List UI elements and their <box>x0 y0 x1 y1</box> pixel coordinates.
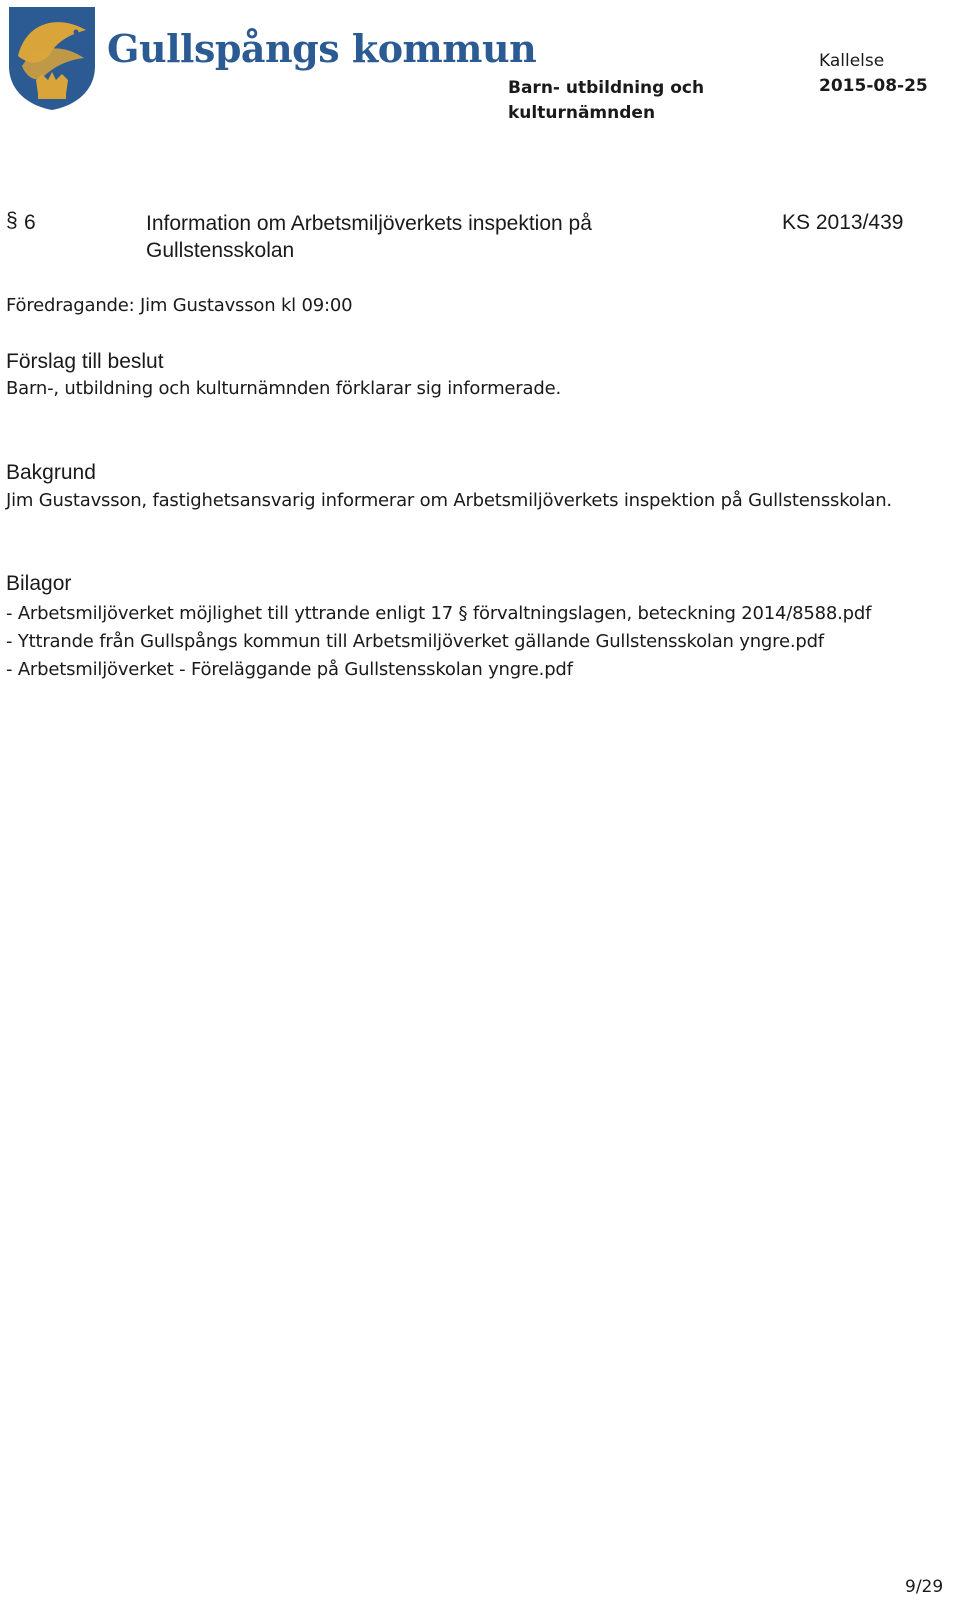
municipality-emblem-icon <box>6 4 98 112</box>
presenter-line: Föredragande: Jim Gustavsson kl 09:00 <box>6 295 353 316</box>
document-type: Kallelse <box>819 51 885 71</box>
case-number: KS 2013/439 <box>782 211 904 234</box>
attachment-item: - Yttrande från Gullspångs kommun till Arbetsmiljöverket gällande Gullstensskolan yngre.pdf <box>6 631 824 652</box>
attachment-item: - Arbetsmiljöverket möjlighet till yttrande enligt 17 § förvaltningslagen, beteckning 2014/8588.pdf <box>6 603 872 624</box>
background-heading: Bakgrund <box>6 461 96 484</box>
proposal-text: Barn-, utbildning och kulturnämnden förklarar sig informerade. <box>6 378 561 399</box>
section-number: 6 <box>24 211 36 234</box>
proposal-heading: Förslag till beslut <box>6 350 164 373</box>
attachment-item: - Arbetsmiljöverket - Föreläggande på Gullstensskolan yngre.pdf <box>6 659 573 680</box>
background-text: Jim Gustavsson, fastighetsansvarig informerar om Arbetsmiljöverkets inspektion på Gullstensskolan. <box>6 490 892 511</box>
attachments-list <box>6 600 871 684</box>
attachments-heading: Bilagor <box>6 572 72 595</box>
section-title: Information om Arbetsmiljöverkets inspektion på Gullstensskolan <box>146 212 592 262</box>
municipality-logo-text: Gullspångs kommun <box>107 26 537 71</box>
document-date: 2015-08-25 <box>819 76 928 96</box>
section-sign: § <box>6 209 18 232</box>
page-number: 9/29 <box>905 1577 944 1597</box>
committee-name: Barn- utbildning och kulturnämnden <box>508 78 705 123</box>
